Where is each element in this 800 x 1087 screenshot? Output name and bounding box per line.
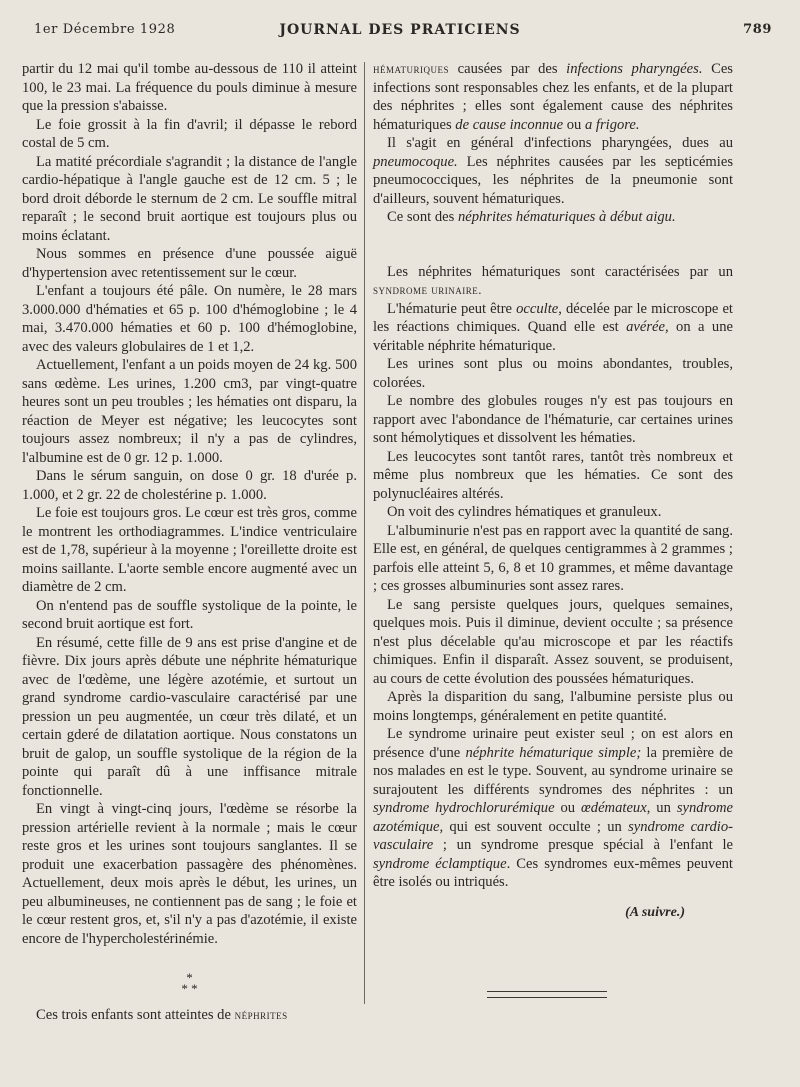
paragraph: Ce sont des néphrites hématuriques à début aigu.	[387, 209, 676, 225]
paragraph: Les urines sont plus ou moins abondantes, troubles, colorées.	[373, 356, 733, 391]
paragraph: Le foie est toujours gros. Le cœur est très gros, comme le montrent les orthodiagrammes. L'indice ventriculaire est de 1,78, supérieur à la moyenne ; l'oreillette droite est moins saillante. L'aorte semble encore augmenté avec un diamètre de 2 cm.	[22, 505, 357, 595]
to-be-continued: (A suivre.)	[625, 904, 685, 920]
paragraph: L'enfant a toujours été pâle. On numère, le 28 mars 3.000.000 d'hématies et 65 p. 100 d'hémoglobine ; le 4 mai, 3.470.000 hématies et 60 p. 100 d'hémoglobine, avec des valeurs globulaires de 1 et 1,2.	[22, 283, 357, 355]
paragraph: Actuellement, l'enfant a un poids moyen de 24 kg. 500 sans œdème. Les urines, 1.200 cm3, par vingt-quatre heures sont un peu troubles ; les hématies ont disparu, la réaction de Meyer est négative; les leucocytes sont toujours assez nombreux; il n'y a pas de cylindres, l'albumine est de 0 gr. 12 p. 1.000.	[22, 357, 357, 466]
journal-title: JOURNAL DES PRATICIENS	[279, 22, 521, 38]
asterism	[22, 972, 357, 994]
paragraph: Les néphrites hématuriques sont caractérisées par un syndrome urinaire.	[373, 263, 733, 297]
paragraph: On voit des cylindres hématiques et granuleux.	[387, 504, 662, 520]
issue-date: 1er Décembre 1928	[34, 22, 176, 37]
page-number: 789	[743, 22, 772, 37]
left-column	[22, 60, 357, 1025]
paragraph: L'albuminurie n'est pas en rapport avec la quantité de sang. Elle est, en général, de quelques centigrammes à 2 grammes ; parfois elle atteint 5, 6, 8 et 10 grammes, et même davantage ; ces grosses albuminuries sont assez rares.	[373, 522, 733, 594]
paragraph: On n'entend pas de souffle systolique de la pointe, le second bruit aortique est fort.	[22, 597, 357, 632]
paragraph: partir du 12 mai qu'il tombe au-dessous de 110 il atteint 100, le 23 mai. La fréquence du pouls diminue à mesure que la pression s'abaisse.	[22, 61, 357, 114]
paragraph: Le sang persiste quelques jours, quelques semaines, quelques mois. Puis il diminue, devient occulte ; sa présence n'est plus décelable qu'au microscope et par les réactifs chimiques. Enfin il disparaît. Assez souvent, se produisent, au cours de cette évolution des poussées hématuriques.	[373, 596, 733, 687]
right-column	[373, 60, 733, 922]
paragraph: Les leucocytes sont tantôt rares, tantôt très nombreux et même plus nombreux que les hématies. Ce sont des polynucléaires altérés.	[373, 448, 733, 502]
paragraph: Nous sommes en présence d'une poussée aiguë d'hypertension avec retentissement sur le cœur.	[22, 246, 357, 281]
paragraph: Le nombre des globules rouges n'y est pas toujours en rapport avec l'abondance de l'hématurie, car certaines urines sont hémolytiques et dissolvent les hématies.	[373, 393, 733, 446]
paragraph: Il s'agit en général d'infections pharyngées, dues au pneumocoque. Les néphrites causées par les septicémies pneumococciques, les néphrites de la pneumonie sont d'ailleurs, souvent hématuriques.	[373, 135, 733, 207]
paragraph: Ces trois enfants sont atteintes de néphrites	[36, 1007, 288, 1023]
paragraph: Après la disparition du sang, l'albumine persiste plus ou moins longtemps, généralement en petite quantité.	[373, 689, 733, 724]
end-rule	[487, 991, 607, 998]
paragraph: Le syndrome urinaire peut exister seul ; on est alors en présence d'une néphrite hématurique simple; la première de nos malades en est le type. Souvent, au syndrome urinaire se surajoutent les différents syndromes des néphrites : un syndrome hydrochlorurémique ou œdémateux, un syndrome azotémique, qui est souvent occulte ; un syndrome cardio-vasculaire ; un syndrome presque spécial à l'enfant le syndrome éclamptique. Ces syndromes eux-mêmes peuvent être isolés ou intriqués.	[373, 726, 734, 890]
column-divider	[364, 62, 365, 1004]
paragraph: Dans le sérum sanguin, on dose 0 gr. 18 d'urée p. 1.000, et 2 gr. 22 de cholestérine p. 1.000.	[22, 468, 357, 503]
paragraph: En résumé, cette fille de 9 ans est prise d'angine et de fièvre. Dix jours après débute une néphrite hématurique avec de l'œdème, une légère azotémie, et surtout un grand syndrome cardio-vasculaire caractérisé par une pression un peu augmentée, un cœur très dilaté, et un certain gderé de dilatation aortique. Nous constatons un bruit de galop, un souffle systolique de la région de la pointe qui paraît dû à une inffisance mitrale fonctionnelle.	[22, 634, 357, 799]
paragraph: La matité précordiale s'agrandit ; la distance de l'angle cardio-hépatique à l'angle gauche est de 12 cm. 5 ; le bord droit déborde le sternum de 2 cm. Le souffle mitral reparaît ; le second bruit aortique est toujours plus ou moins éclatant.	[22, 153, 357, 244]
paragraph: L'hématurie peut être occulte, décelée par le microscope et les réactions chimiques. Quand elle est avérée, on a une véritable néphrite hématurique.	[373, 300, 733, 354]
paragraph: hématuriques causées par des infections pharyngées. Ces infections sont responsables chez les enfants, et de la plupart des néphrites ; elles sont également cause des néphrites hématuriques de cause inconnue ou a frigore.	[373, 61, 733, 133]
running-header	[0, 18, 800, 42]
paragraph: En vingt à vingt-cinq jours, l'œdème se résorbe la pression artérielle revient à la normale ; mais le cœur reste gros et les urines sont toujours sanglantes. Il se produit une exacerbation passagère des phénomènes. Actuellement, deux mois après le début, les urines, un peu albumineuses, ne contiennent pas de sang ; le foie et le cœur restent gros, et, s'il n'y a pas d'azotémie, il existe encore de l'hypercholestérinémie.	[22, 801, 357, 947]
asterism-star: *	[186, 970, 193, 985]
section-gap	[373, 227, 733, 263]
asterism-star-pair: * *	[181, 981, 198, 996]
paragraph: Le foie grossit à la fin d'avril; il dépasse le rebord costal de 5 cm.	[22, 116, 357, 151]
